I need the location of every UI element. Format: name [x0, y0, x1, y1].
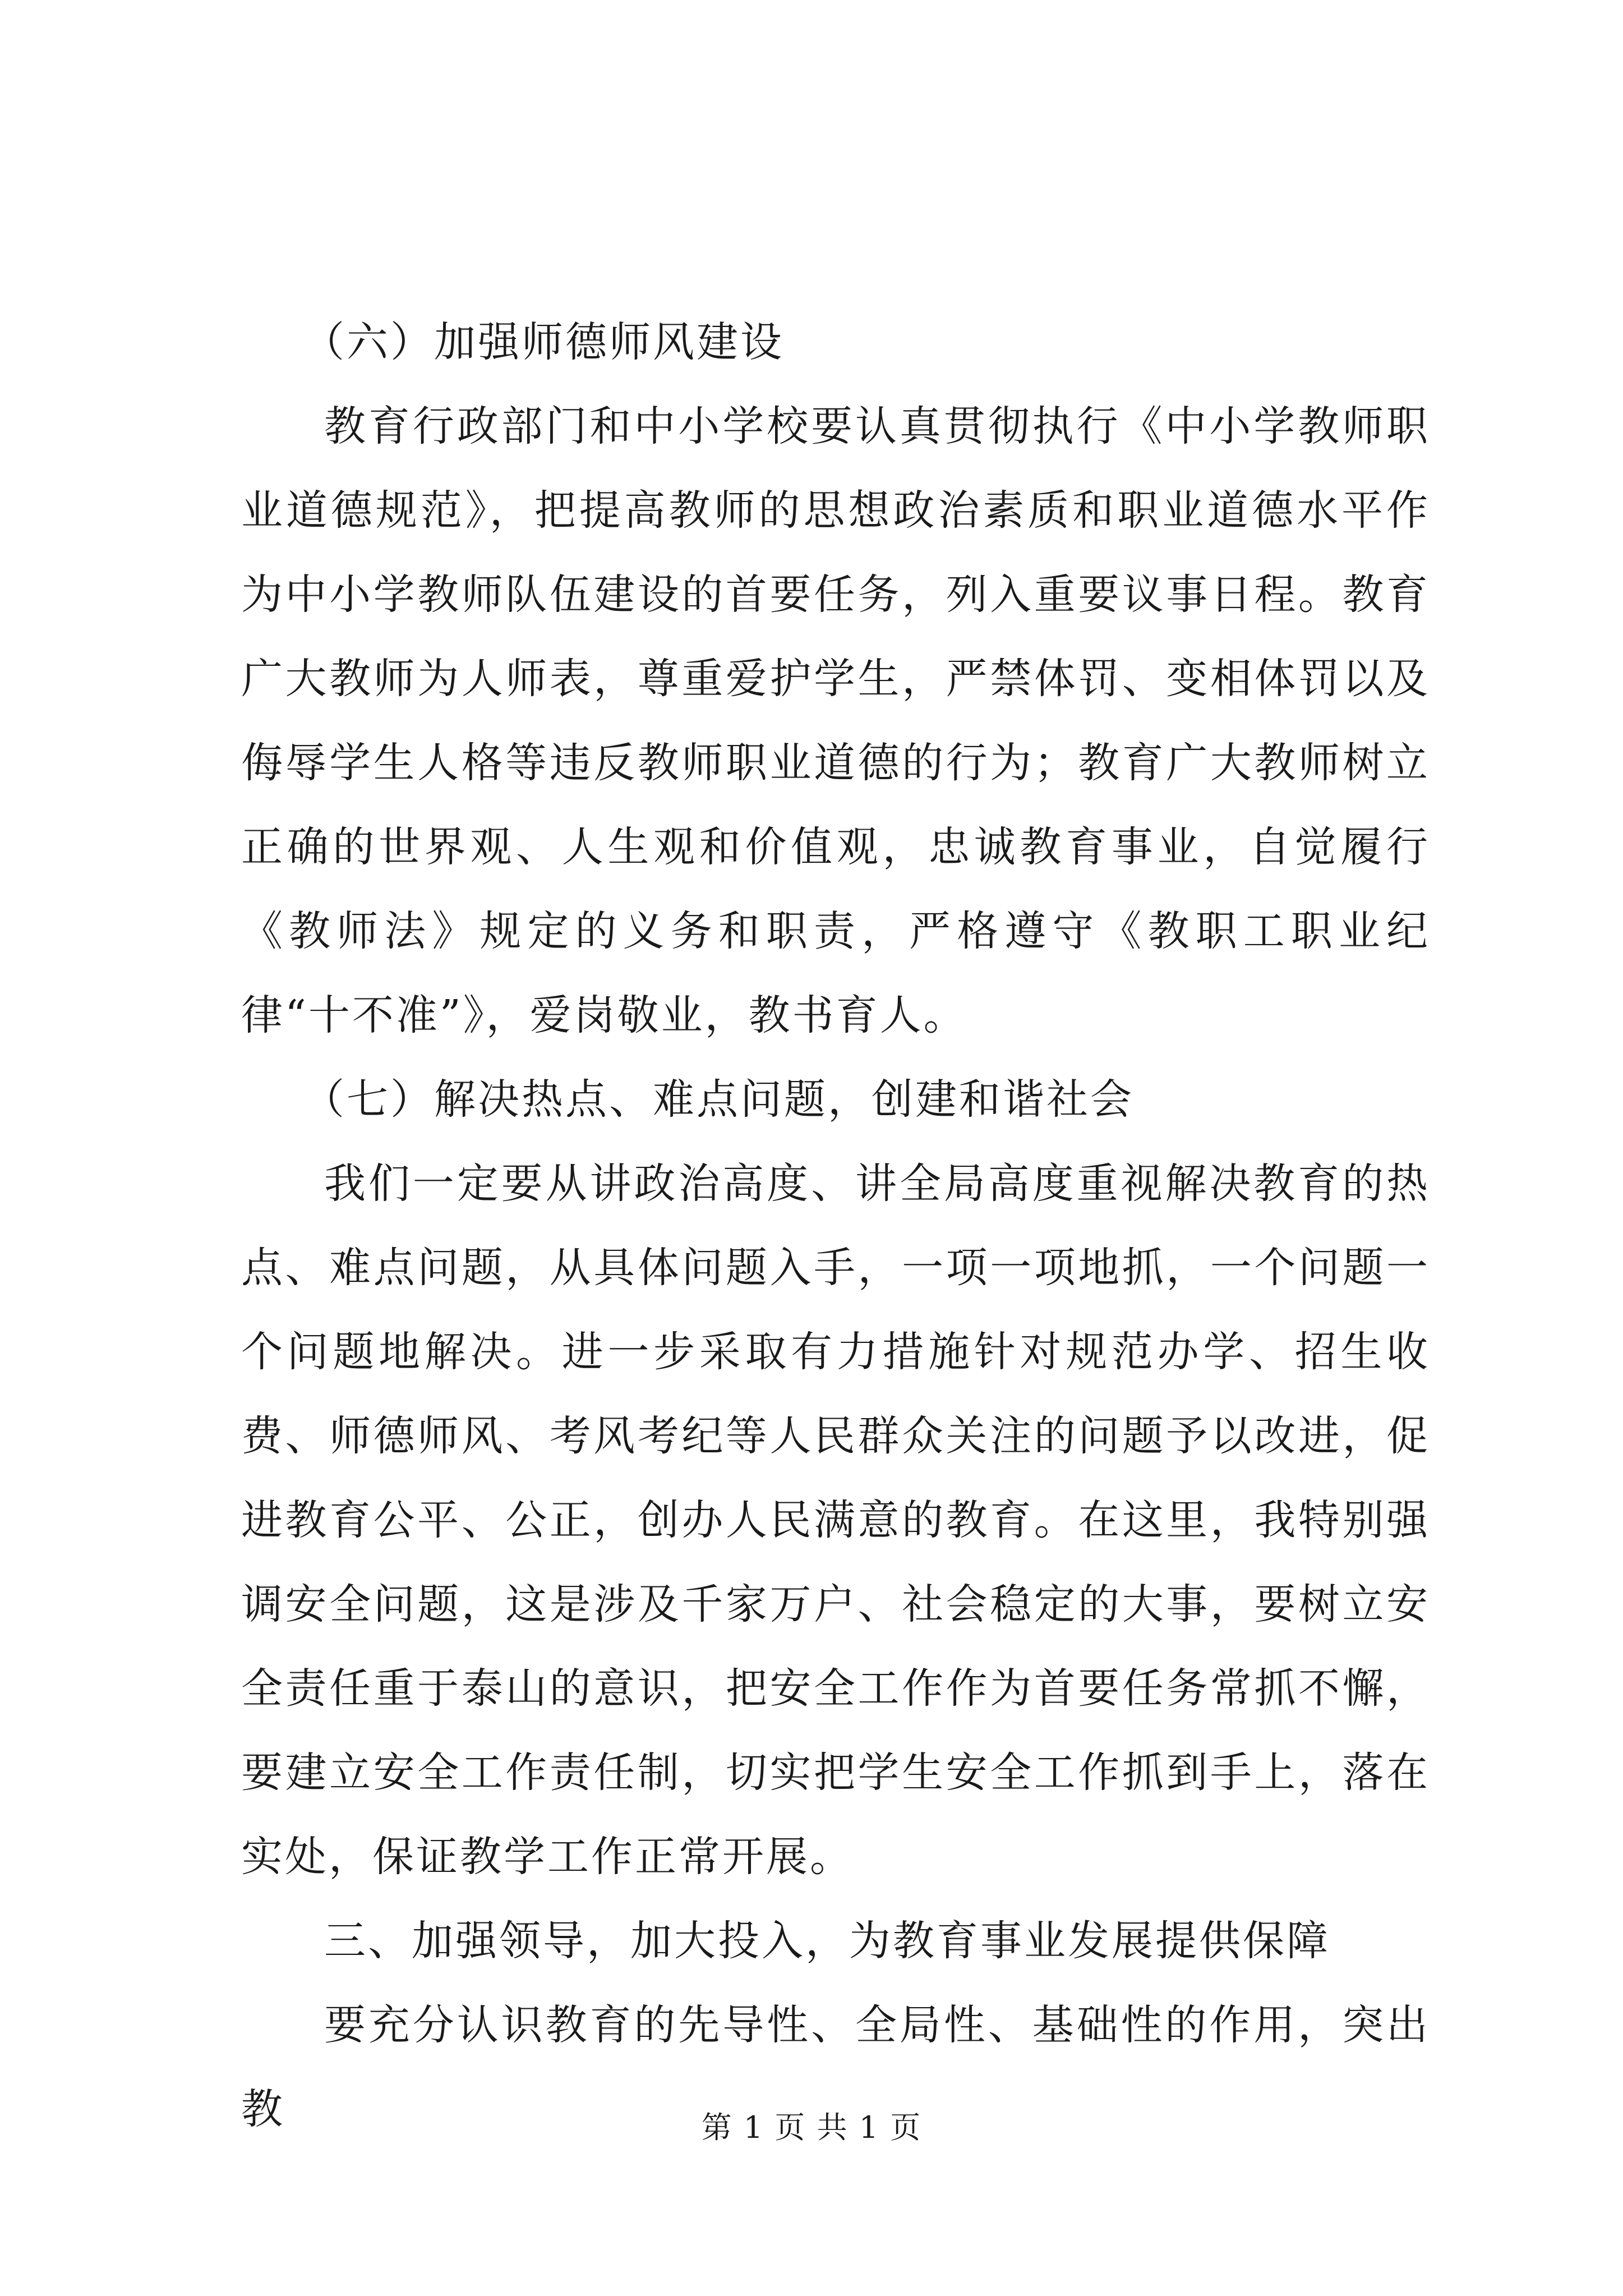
page-footer: 第 1 页 共 1 页 [701, 2110, 922, 2145]
section-heading-three: 三、加强领导，加大投入，为教育事业发展提供保障 [324, 1917, 1330, 1965]
section-heading-seven: （七）解决热点、难点问题，创建和谐社会 [303, 1075, 1134, 1124]
paragraph-hot-issues: 我们一定要从讲政治高度、讲全局高度重视解决教育的热点、难点问题，从具体问题入手，一项一项地抓，一个问题一个问题地解决。进一步采取有力措施针对规范办学、招生收费、师德师风、考风考纪等人民群众关注的问题予以改进，促进教育公平、公正，创办人民满意的教育。在这里，我特别强调安全问题，这是涉及千家万户、社会稳定的大事，要树立安全责任重于泰山的意识，把安全工作作为首要任务常抓不懈，要建立安全工作责任制，切实把学生安全工作抓到手上，落在实处，保证教学工作正常开展。 [241, 1159, 1430, 1881]
paragraph-teacher-ethics: 教育行政部门和中小学校要认真贯彻执行《中小学教师职业道德规范》，把提高教师的思想政治素质和职业道德水平作为中小学教师队伍建设的首要任务，列入重要议事日程。教育广大教师为人师表，尊重爱护学生，严禁体罚、变相体罚以及侮辱学生人格等违反教师职业道德的行为；教育广大教师树立正确的世界观、人生观和价值观，忠诚教育事业，自觉履行《教师法》规定的义务和职责，严格遵守《教职工职业纪律“十不准”》，爱岗敬业，教书育人。 [241, 402, 1430, 1039]
section-heading-six: （六）加强师德师风建设 [303, 318, 784, 366]
document-body [241, 300, 1430, 2151]
paragraph-leadership: 要充分认识教育的先导性、全局性、基础性的作用，突出教 [241, 2001, 1430, 2133]
